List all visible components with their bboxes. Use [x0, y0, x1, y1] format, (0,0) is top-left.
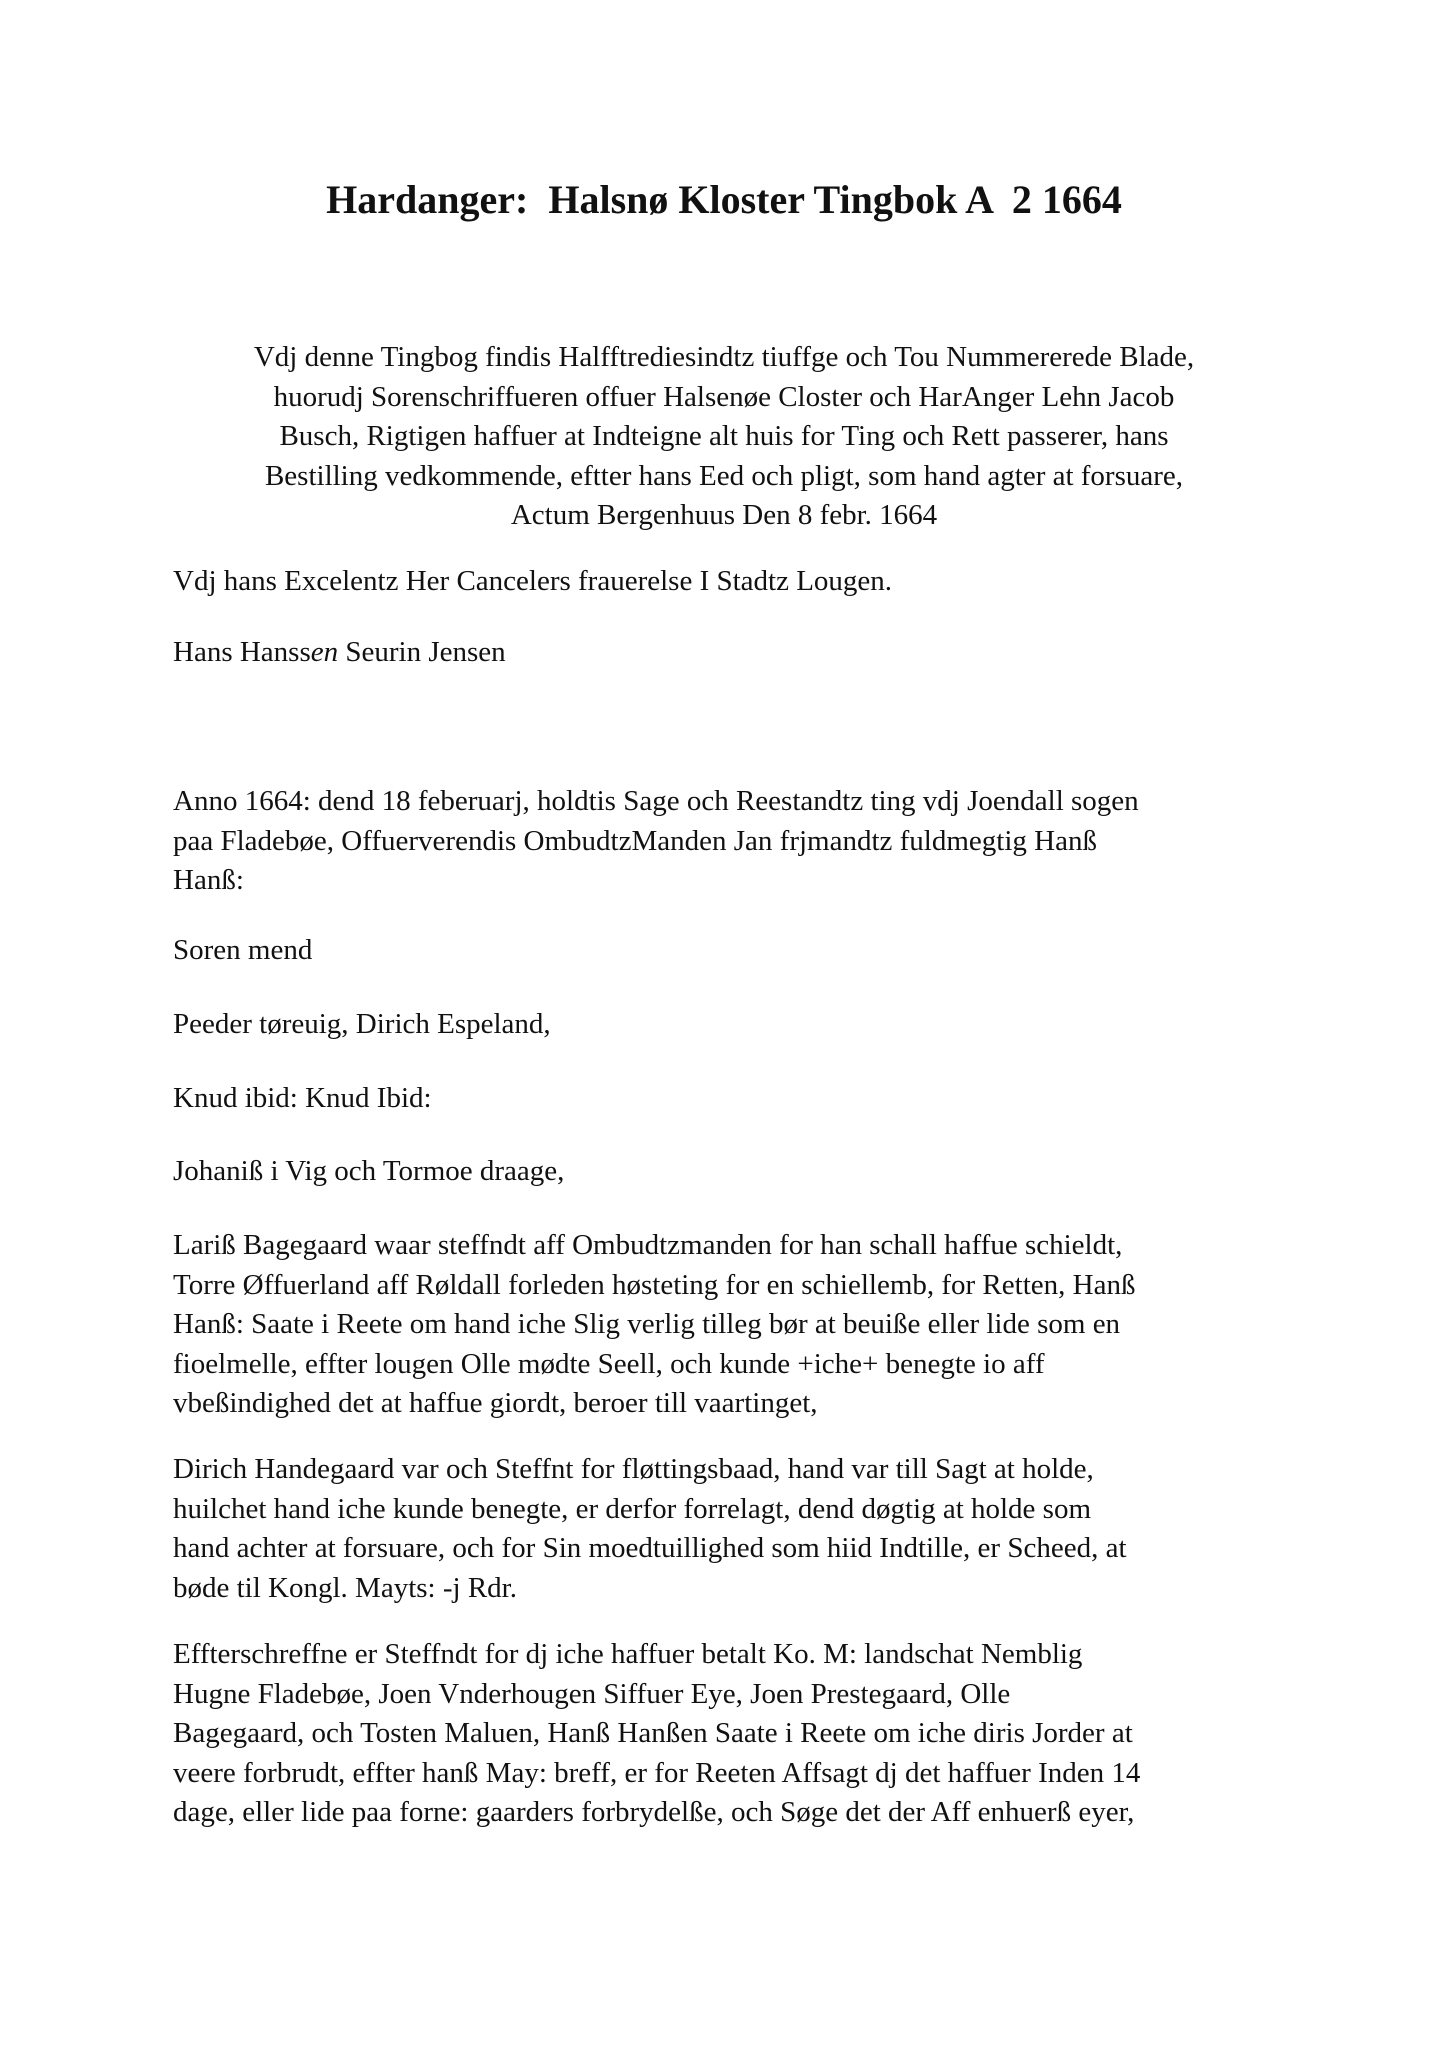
intro-line: Vdj denne Tingbog findis Halfftrediesindtz tiuffge och Tou Nummererede Blade, [253, 341, 1195, 373]
jurors-text-1: Peeder tøreuig, Dirich Espeland, [173, 1008, 551, 1040]
chancellor-absence-line [173, 562, 1313, 602]
lariss-line: Hanß: Saate i Reete om hand iche Slig verlig tilleg bør at beuiße eller lide som en [173, 1308, 1121, 1340]
lariss-line: vbeßindighed det at haffue giordt, beroer till vaartinget, [173, 1387, 818, 1419]
intro-paragraph [150, 338, 1298, 536]
signature-prefix: Hans Hanss [173, 636, 311, 668]
effter-line: Hugne Fladebøe, Joen Vnderhougen Siffuer Eye, Joen Prestegaard, Olle [173, 1677, 1011, 1710]
dirich-line: huilchet hand iche kunde benegte, er derfor forrelagt, dend døgtig at holde som [173, 1492, 1092, 1525]
signature-line [173, 633, 1313, 673]
chancellor-absence-text: Vdj hans Excelentz Her Cancelers frauerelse I Stadtz Lougen. [173, 565, 893, 597]
anno-line: paa Fladebøe, Offuerverendis OmbudtzManden Jan frjmandtz fuldmegtig Hanß [173, 824, 1097, 857]
jurors-line-2 [173, 1079, 1313, 1119]
lariss-paragraph [173, 1226, 1313, 1424]
effter-line: Bagegaard, och Tosten Maluen, Hanß Hanßen Saate i Reete om iche diris Jorder at [173, 1717, 1133, 1749]
document-title: Hardanger: Halsnø Kloster Tingbok A 2 1664 [326, 177, 1122, 222]
jurors-text-3: Johaniß i Vig och Tormoe draage, [173, 1155, 565, 1187]
signature-text [173, 633, 1313, 673]
anno-line: Hanß: [173, 864, 244, 896]
effter-paragraph [173, 1635, 1313, 1833]
anno-paragraph [173, 782, 1313, 901]
effter-line: Effterschreffne er Steffndt for dj iche haffuer betalt Ko. M: landschat Nemblig [173, 1638, 1083, 1670]
intro-line: Bestilling vedkommende, eftter hans Eed och pligt, som hand agter at forsuare, [264, 459, 1184, 492]
effter-line: veere forbrudt, effter hanß May: breff, er for Reeten Affsagt dj det haffuer Inden 14 [173, 1756, 1141, 1789]
lariss-line: Torre Øffuerland aff Røldall forleden høsteting for en schiellemb, for Retten, Hanß [173, 1268, 1136, 1301]
dirich-line: hand achter at forsuare, och for Sin moedtuillighed som hiid Indtille, er Scheed, at [173, 1532, 1127, 1564]
intro-line: Busch, Rigtigen haffuer at Indteigne alt huis for Ting och Rett passerer, hans [279, 420, 1169, 452]
intro-line: Actum Bergenhuus Den 8 febr. 1664 [510, 499, 938, 531]
jurors-line-3 [173, 1152, 1313, 1192]
soren-mend-heading [173, 931, 1313, 971]
lariss-line: fioelmelle, effter lougen Olle mødte Seell, och kunde +iche+ benegte io aff [173, 1347, 1045, 1380]
effter-line: dage, eller lide paa forne: gaarders forbrydelße, och Søge det der Aff enhuerß eyer, [173, 1796, 1135, 1828]
dirich-line: Dirich Handegaard var och Steffnt for fløttingsbaad, hand var till Sagt at holde, [173, 1453, 1094, 1485]
jurors-text-2: Knud ibid: Knud Ibid: [173, 1082, 432, 1114]
lariss-line: Lariß Bagegaard waar steffndt aff Ombudtzmanden for han schall haffue schieldt, [173, 1229, 1123, 1261]
jurors-line-1 [173, 1005, 1313, 1045]
soren-mend-text: Soren mend [173, 934, 313, 966]
intro-line: huorudj Sorenschriffueren offuer Halsenøe Closter och HarAnger Lehn Jacob [273, 380, 1175, 413]
signature-suffix: Seurin Jensen [338, 636, 506, 668]
dirich-paragraph [173, 1450, 1313, 1608]
signature-italic: en [310, 636, 339, 668]
dirich-line: bøde til Kongl. Mayts: -j Rdr. [173, 1571, 517, 1604]
anno-line: Anno 1664: dend 18 feberuarj, holdtis Sage och Reestandtz ting vdj Joendall sogen [173, 785, 1139, 817]
